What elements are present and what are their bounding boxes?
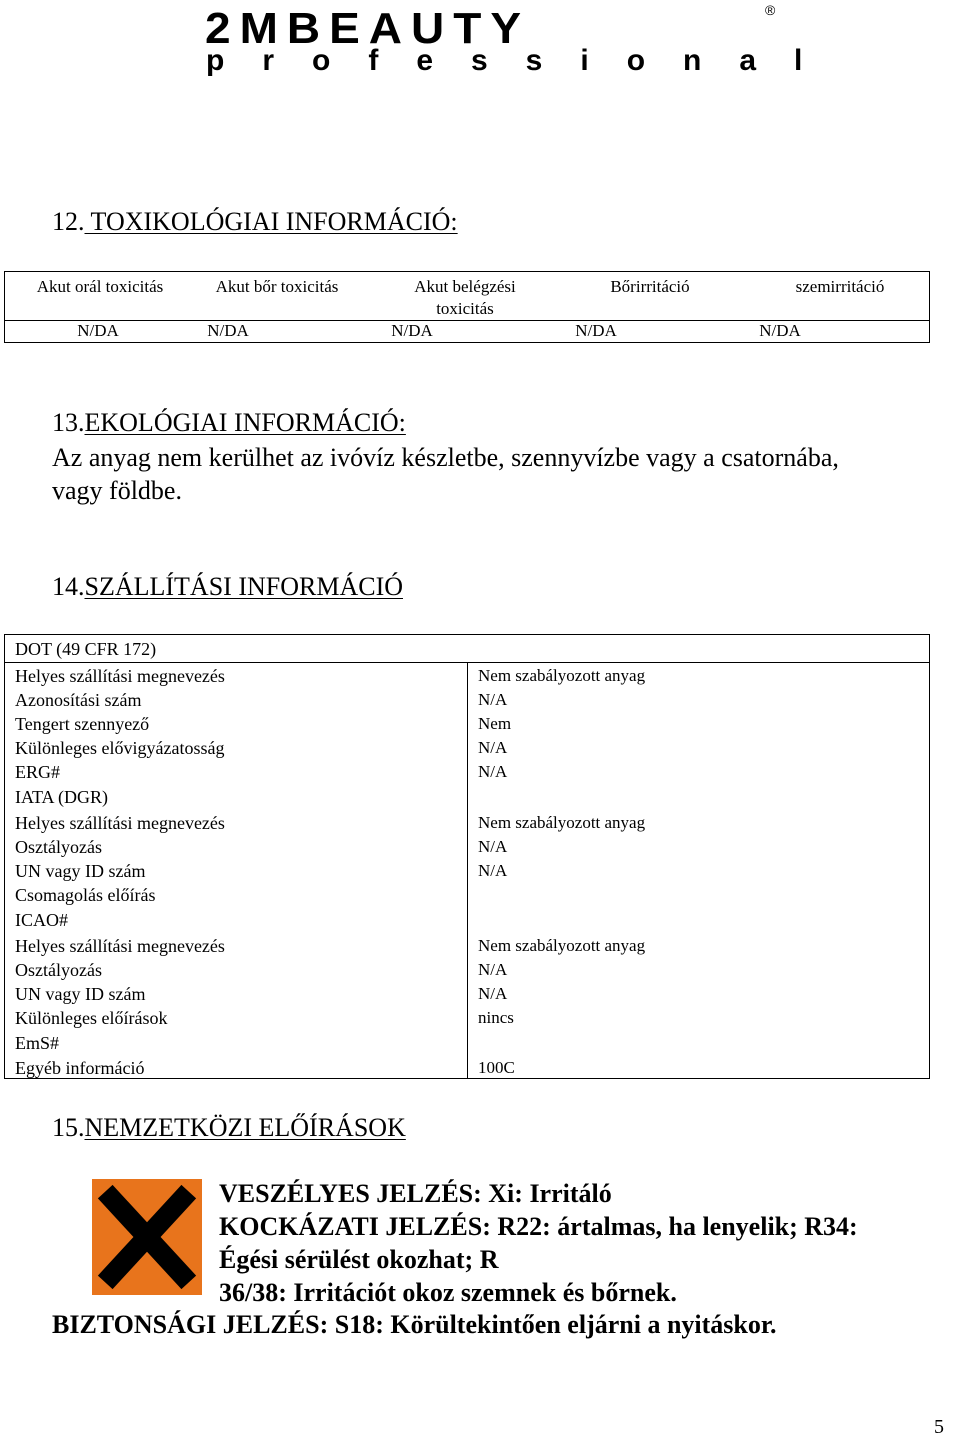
page-number: 5 (934, 1416, 944, 1438)
transport-label: Helyes szállítási megnevezés (15, 666, 225, 686)
ecology-text-line-1: Az anyag nem kerülhet az ivóvíz készletbe, szennyvízbe vagy a csatornába, (52, 443, 839, 472)
tox-value-skin-irritation: N/DA (575, 321, 617, 340)
transport-label: Helyes szállítási megnevezés (15, 936, 225, 956)
section-14-number: 14. (52, 572, 85, 601)
tox-value-eye-irritation: N/DA (759, 321, 801, 340)
transport-value: nincs (478, 1008, 514, 1027)
tox-header-oral: Akut orál toxicitás (36, 277, 164, 296)
transport-value: Nem szabályozott anyag (478, 813, 646, 832)
transport-label: UN vagy ID szám (15, 861, 146, 881)
ecology-text-line-2: vagy földbe. (52, 476, 182, 505)
transport-label: Osztályozás (15, 960, 102, 980)
transport-label: Egyéb információ (15, 1058, 145, 1078)
transport-label: EmS# (15, 1033, 60, 1053)
section-12-number: 12. (52, 207, 85, 236)
section-15-number: 15. (52, 1113, 85, 1142)
section-12-heading (52, 207, 458, 237)
transport-value: Nem szabályozott anyag (478, 666, 646, 685)
brand-logo: 2MBEAUTY (205, 3, 531, 53)
transport-value: 100C (478, 1058, 515, 1077)
tox-value-inhalation: N/DA (391, 321, 433, 340)
section-14-title: SZÁLLÍTÁSI INFORMÁCIÓ (84, 572, 403, 601)
tox-header-skin: Akut bőr toxicitás (215, 277, 339, 296)
transport-label: ERG# (15, 762, 60, 782)
transport-label: IATA (DGR) (15, 787, 109, 807)
section-12-title: TOXIKOLÓGIAI INFORMÁCIÓ: (84, 207, 458, 236)
section-14-heading (52, 572, 403, 602)
section-15-heading (52, 1113, 406, 1143)
risk-label-line: KOCKÁZATI JELZÉS: R22: ártalmas, ha lenyelik; R34: (219, 1212, 858, 1241)
transport-value: N/A (478, 960, 508, 979)
safety-label-line: BIZTONSÁGI JELZÉS: S18: Körültekintően eljárni a nyitáskor. (52, 1310, 777, 1339)
hazard-x-icon (92, 1179, 202, 1295)
transport-label: Helyes szállítási megnevezés (15, 813, 225, 833)
section-15-title: NEMZETKÖZI ELŐÍRÁSOK (84, 1113, 406, 1142)
transport-value: N/A (478, 837, 508, 856)
transport-label: Csomagolás előírás (15, 885, 156, 905)
transport-value: N/A (478, 762, 508, 781)
hazard-label-line: VESZÉLYES JELZÉS: Xi: Irritáló (219, 1179, 612, 1208)
transport-value: N/A (478, 690, 508, 709)
transport-column-divider (467, 662, 468, 1078)
ecology-text (52, 441, 952, 507)
toxicology-table (4, 271, 930, 343)
section-13-heading (52, 408, 406, 438)
hazard-x-graphic (92, 1179, 202, 1295)
transport-value: Nem (478, 714, 512, 733)
risk-label-line-2: Égési sérülést okozhat; R (219, 1245, 499, 1274)
tox-value-skin: N/DA (207, 321, 249, 340)
transport-value: Nem szabályozott anyag (478, 936, 646, 955)
brand-logo-subtitle: professional (206, 44, 841, 77)
transport-label: Azonosítási szám (15, 690, 142, 710)
tox-header-skin-irritation: Bőrirritáció (610, 277, 690, 296)
transport-label: Tengert szennyező (15, 714, 150, 734)
transport-value: N/A (478, 738, 508, 757)
tox-value-oral: N/DA (77, 321, 119, 340)
section-13-number: 13. (52, 408, 85, 437)
transport-header-dot: DOT (49 CFR 172) (15, 639, 157, 659)
transport-label: UN vagy ID szám (15, 984, 146, 1004)
tox-header-eye-irritation: szemirritáció (795, 277, 885, 296)
transport-table (4, 634, 930, 1079)
section-13-title: EKOLÓGIAI INFORMÁCIÓ: (84, 408, 406, 437)
transport-label: Különleges előírások (15, 1008, 168, 1028)
transport-value: N/A (478, 861, 508, 880)
risk-label-line-3: 36/38: Irritációt okoz szemnek és bőrnek. (219, 1278, 677, 1307)
transport-label: ICAO# (15, 910, 68, 930)
transport-label: Különleges elővigyázatosság (15, 738, 225, 758)
registered-mark: ® (765, 2, 776, 18)
tox-header-inhalation: Akut belégzési toxicitás (414, 277, 516, 318)
transport-value: N/A (478, 984, 508, 1003)
transport-label: Osztályozás (15, 837, 102, 857)
